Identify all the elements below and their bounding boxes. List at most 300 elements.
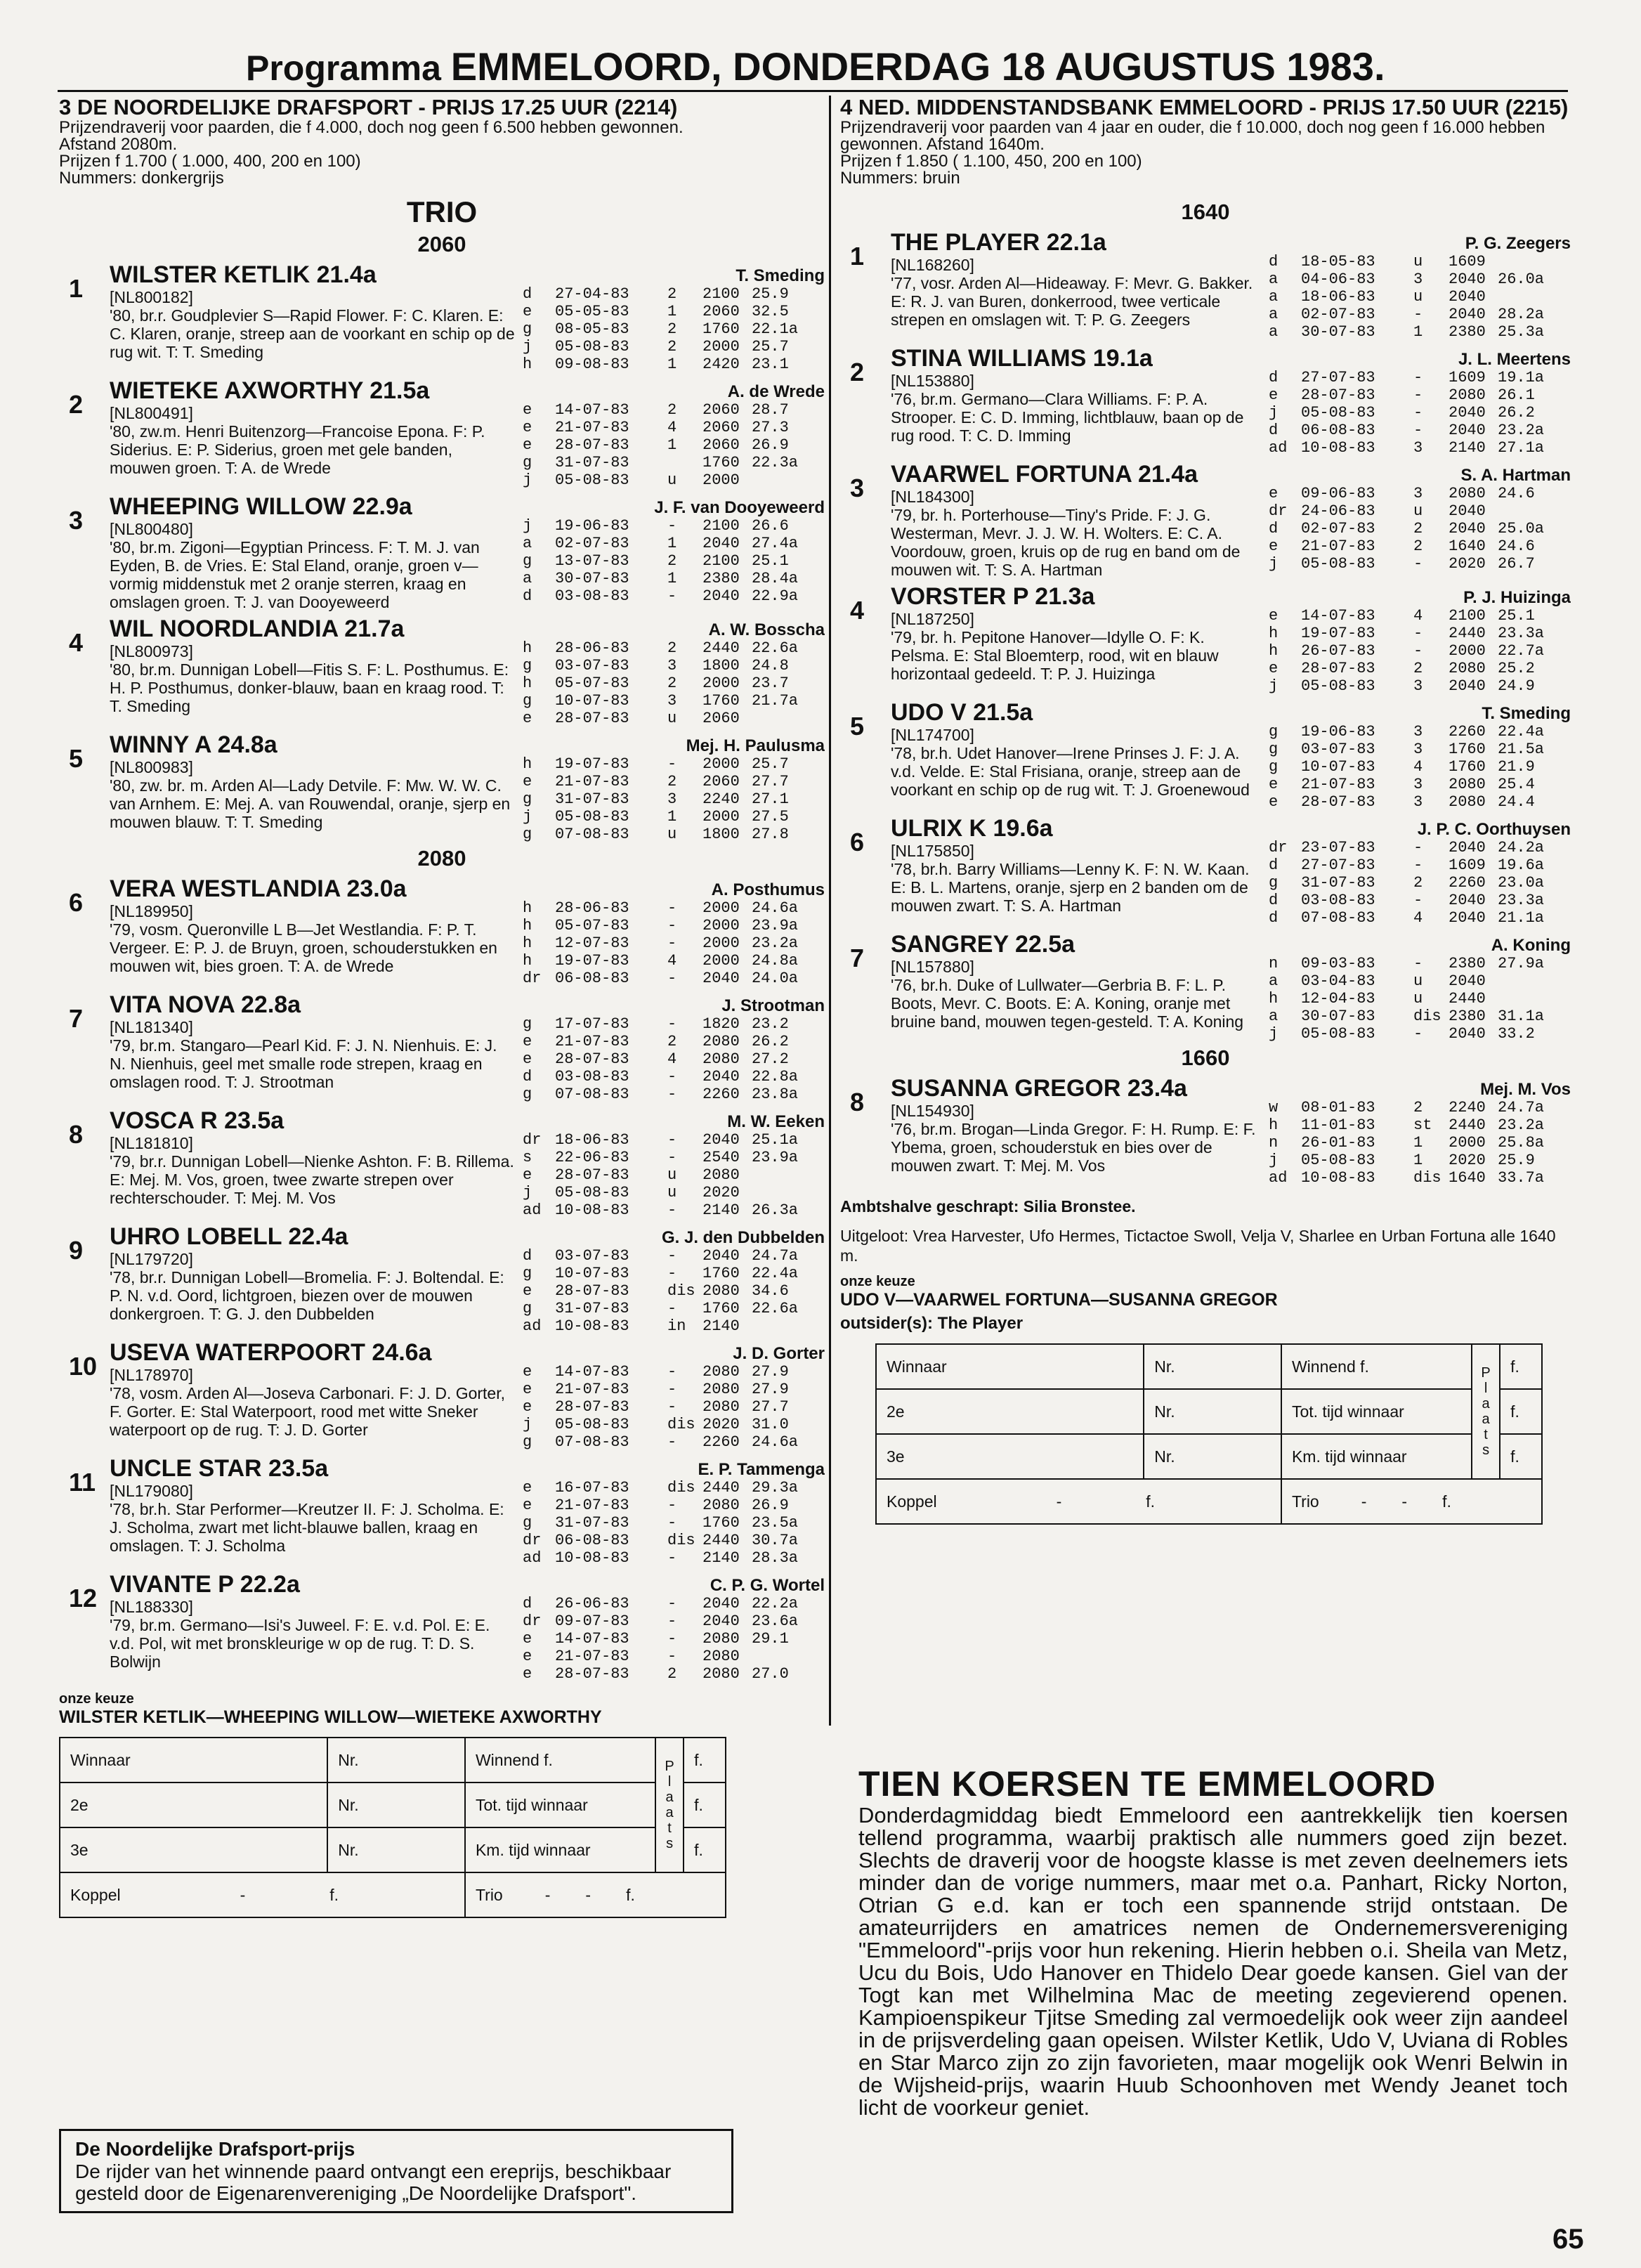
track-code: d [1269,253,1279,271]
distance: 2060 [702,773,740,790]
result-label-winnend: Winnend f. [465,1738,655,1783]
race-date: 05-08-83 [555,471,629,489]
distance: 1609 [1449,369,1486,386]
race-date: 05-08-83 [1301,555,1375,573]
distance: 2040 [1449,520,1486,537]
placing: 2 [667,285,677,303]
plaats-letter: t [667,1820,672,1836]
horse-name: STINA WILLIAMS 19.1a [891,345,1153,372]
distance: 2060 [702,303,740,320]
km-time: 26.3a [752,1201,799,1219]
km-time: 25.3a [1498,323,1545,341]
placing: u [1413,502,1423,520]
performance-row [523,1015,825,1033]
track-code: e [523,1665,532,1683]
track-code: g [523,790,532,808]
horse-name: VOSCA R 23.5a [110,1107,285,1134]
km-time: 23.2a [1498,422,1545,439]
horse-record [523,263,825,373]
track-code: d [1269,892,1279,909]
km-time: 26.9 [752,1497,789,1514]
performance-row [523,1398,825,1416]
horse-name: SANGREY 22.5a [891,931,1076,958]
distance: 2000 [702,899,740,917]
distance: 2100 [702,517,740,535]
distance: 2060 [702,419,740,436]
performance-row [523,1648,825,1665]
placing: 1 [667,303,677,320]
placing: - [1413,839,1423,856]
performance-row [523,338,825,356]
track-code: e [523,419,532,436]
box-text: De rijder van het winnende paard ontvangt een ereprijs, beschikbaar gesteld door de Eigenarenvereniging „De Noordelijke Drafsport". [75,2161,672,2204]
performance-row [1269,537,1571,555]
horse-info [891,932,1269,1043]
horse-record [523,1225,825,1335]
distance: 1760 [702,692,740,710]
placing: - [667,1398,677,1416]
result-nr: Nr. [327,1783,465,1827]
distance: 1760 [702,454,740,471]
placing: - [1413,386,1423,404]
track-code: e [523,773,532,790]
horse-description: [NL187250] '79, br. h. Pepitone Hanover—Idylle O. F: K. Pelsma. E: Stal Bloemterp, rood, wit en blauw horizontaal gedeeld. T: P. J. Huizinga [891,610,1219,683]
horse-name: VIVANTE P 22.2a [110,1571,300,1598]
track-code: h [523,917,532,934]
track-code: e [523,1363,532,1381]
result-label-tot-tijd: Tot. tijd winnaar [1281,1389,1472,1434]
race-date: 03-07-83 [555,1247,629,1265]
performance-row [523,471,825,489]
km-time: 22.6a [752,1300,799,1317]
distance: 2140 [1449,439,1486,457]
result-amount: f. [1500,1344,1542,1389]
horse-number: 9 [69,1236,84,1265]
track-code: d [523,1595,532,1612]
race-date: 19-07-83 [555,952,629,970]
title-prefix: Programma [246,48,441,88]
km-time: 23.2a [1498,1116,1545,1134]
km-time: 33.7a [1498,1169,1545,1187]
race-date: 31-07-83 [555,790,629,808]
race4-conditions [840,119,1571,187]
race-date: 21-07-83 [1301,776,1375,793]
race3-condition: Nummers: donkergrijs [59,169,224,188]
performance-row [523,1184,825,1201]
distance: 2080 [702,1166,740,1184]
track-code: e [1269,537,1279,555]
km-time: 26.9 [752,436,789,454]
horse-info [110,1109,523,1219]
placing: - [1413,306,1423,323]
track-code: a [1269,972,1279,990]
horse-entry [840,700,1571,811]
placing: - [667,1381,677,1398]
horse-trainer: M. W. Eeken [727,1112,825,1131]
race-date: 12-07-83 [555,934,629,952]
km-time: 23.7 [752,674,789,692]
horse-name: WIETEKE AXWORTHY 21.5a [110,377,430,404]
track-code: g [1269,741,1279,758]
distance: 2040 [1449,502,1486,520]
km-time: 25.1a [752,1131,799,1149]
race-date: 05-05-83 [555,303,629,320]
placing: - [667,755,677,773]
result-label-winnend: Winnend f. [1281,1344,1472,1389]
distance: 2260 [1449,874,1486,892]
km-time: 26.0a [1498,271,1545,288]
distance: 2020 [1449,555,1486,573]
horse-number: 10 [69,1352,98,1381]
horse-info [110,993,523,1103]
race4-uitgeloot: Uitgeloot: Vrea Harvester, Ufo Hermes, Tictactoe Swoll, Velja V, Sharlee en Urban Fortuna alle 1640 m. [840,1227,1556,1265]
placing: u [667,471,677,489]
track-code: e [1269,776,1279,793]
performance-row [523,826,825,843]
race-date: 10-08-83 [1301,439,1375,457]
race-date: 10-07-83 [1301,758,1375,776]
plaats-letter: s [666,1836,674,1851]
koppel-cell [876,1479,1281,1524]
distance: 2040 [702,1068,740,1086]
distance: 2060 [702,710,740,727]
performance-row [523,401,825,419]
performance-row [523,1265,825,1282]
track-code: e [523,1497,532,1514]
placing: dis [1413,1008,1441,1025]
horse-description: [NL181340] '79, br.m. Stangaro—Pearl Kid. F: J. N. Nienhuis. E: J. N. Nienhuis, geel met smalle rode strepen, kraag en omslagen rood. T: J. Strootman [110,1018,497,1091]
race3-trio-heading: TRIO [406,195,478,228]
km-time: 25.1 [752,552,789,570]
horse-number: 11 [69,1468,96,1497]
performance-row [523,517,825,535]
performance-row [1269,839,1571,856]
horse-trainer: A. Koning [1491,936,1571,955]
track-code: d [1269,369,1279,386]
placing: 2 [1413,660,1423,677]
placing: 1 [667,356,677,373]
performance-row [523,657,825,674]
distance: 2000 [1449,642,1486,660]
race-date: 21-07-83 [555,1381,629,1398]
km-time: 23.6a [752,1612,799,1630]
km-time: 29.3a [752,1479,799,1497]
horse-number: 3 [850,474,865,502]
placing: dis [667,1416,695,1433]
km-time [752,710,825,727]
distance: 2040 [1449,271,1486,288]
distance: 2440 [1449,990,1486,1008]
track-code: h [523,639,532,657]
distance: 2380 [1449,1008,1486,1025]
race-date: 28-07-83 [1301,660,1375,677]
horse-trainer: A. de Wrede [727,382,825,401]
horse-info [891,816,1269,927]
km-time: 27.9a [1498,955,1545,972]
race-date: 28-07-83 [555,1050,629,1068]
performance-row [1269,439,1571,457]
race4-keuze: UDO V—VAARWEL FORTUNA—SUSANNA GREGOR [840,1290,1278,1310]
race-date: 10-08-83 [1301,1169,1375,1187]
horse-info [891,700,1269,811]
horse-entry [59,877,825,987]
race-date: 27-04-83 [555,285,629,303]
track-code: e [1269,793,1279,811]
horse-entry [59,617,825,727]
placing: - [1413,1025,1423,1043]
horse-record [1269,346,1571,457]
km-time: 27.7 [752,1398,789,1416]
track-code: ad [1269,439,1288,457]
horse-info [891,585,1269,695]
race-date: 06-08-83 [555,970,629,987]
result-label-winnaar: Winnaar [876,1344,1144,1389]
km-time: 22.4a [1498,723,1545,741]
distance: 2060 [702,401,740,419]
performance-row [1269,660,1571,677]
performance-row [523,356,825,373]
performance-row [523,1532,825,1549]
track-code: a [523,535,532,552]
placing: - [667,970,677,987]
distance: 2040 [702,970,740,987]
placing: 1 [667,808,677,826]
performance-row [523,1595,825,1612]
race-date: 03-07-83 [555,657,629,674]
horse-record [523,733,825,843]
horse-trainer: T. Smeding [735,266,825,285]
track-code: a [1269,1008,1279,1025]
km-time: 23.8a [752,1086,799,1103]
horse-trainer: S. A. Hartman [1460,466,1571,485]
race3-title: 3 DE NOORDELIJKE DRAFSPORT - PRIJS 17.25 UUR (2214) [59,96,678,119]
plaats-letter: P [1481,1365,1491,1381]
track-code: j [1269,1152,1279,1169]
placing: 2 [667,773,677,790]
performance-row [1269,741,1571,758]
track-code: ad [523,1317,542,1335]
race-date: 18-06-83 [555,1131,629,1149]
horse-name: VORSTER P 21.3a [891,583,1095,610]
placing: dis [667,1282,695,1300]
horse-number: 2 [69,390,84,419]
placing: u [667,826,677,843]
horse-entry [59,993,825,1103]
placing: dis [667,1532,695,1549]
km-time: 24.4 [1498,793,1535,811]
km-time: 22.6a [752,639,799,657]
track-code: e [1269,386,1279,404]
km-time [1498,253,1571,271]
result-label-km-tijd: Km. tijd winnaar [1281,1434,1472,1479]
title-rule [58,90,1568,92]
performance-row [523,320,825,338]
km-time: 23.9a [752,1149,799,1166]
placing: dis [667,1479,695,1497]
placing: 4 [667,952,677,970]
track-code: d [523,1247,532,1265]
track-code: e [523,1648,532,1665]
km-time [1498,502,1571,520]
track-code: n [1269,1134,1279,1152]
race-date: 11-01-83 [1301,1116,1375,1134]
performance-row [1269,1152,1571,1169]
race-date: 22-06-83 [555,1149,629,1166]
race-date: 09-08-83 [555,356,629,373]
horse-trainer: J. Strootman [721,996,825,1015]
race-date: 14-07-83 [555,401,629,419]
horse-description: [NL181810] '79, br.r. Dunnigan Lobell—Nienke Ashton. F: B. Rillema. E: Mej. M. Vos, groen, twee zwarte strepen over rechterschouder. T: Mej. M. Vos [110,1134,514,1207]
horse-description: [NL179080] '78, br.h. Star Performer—Kreutzer II. F: J. Scholma. E: J. Scholma, zwart met licht-blauwe ballen, kraag en omslagen. T: J. Scholma [110,1482,504,1555]
track-code: d [1269,856,1279,874]
performance-row [523,1068,825,1086]
performance-row [1269,253,1571,271]
performance-row [1269,972,1571,990]
performance-row [1269,793,1571,811]
km-time: 27.7 [752,773,789,790]
track-code: h [523,755,532,773]
horse-info [110,877,523,987]
race4-horses-1640 [840,230,1571,1043]
placing: in [667,1317,686,1335]
race-date: 21-07-83 [555,1497,629,1514]
horse-record [523,1109,825,1219]
performance-row [523,552,825,570]
race4-condition: Prijzendraverij voor paarden van 4 jaar en ouder, die f 10.000, doch nog geen f 16.000 hebben gewonnen. Afstand 1640m. [840,118,1545,154]
distance: 1800 [702,826,740,843]
horse-record [523,993,825,1103]
horse-trainer: J. D. Gorter [733,1344,825,1363]
race-date: 21-07-83 [555,1648,629,1665]
trio-dash: - [1401,1492,1408,1511]
placing: 2 [1413,874,1423,892]
race-date: 03-08-83 [555,587,629,605]
race4-outsider: outsider(s): The Player [840,1314,1024,1333]
race-date: 03-08-83 [1301,892,1375,909]
track-code: g [523,552,532,570]
track-code: a [1269,288,1279,306]
placing: 1 [1413,1152,1423,1169]
race-date: 21-07-83 [555,419,629,436]
race3-conditions [59,119,825,187]
horse-record [1269,1076,1571,1187]
horse-entry [59,495,825,611]
horse-info [891,346,1269,457]
track-code: d [1269,520,1279,537]
km-time: 24.7a [752,1247,799,1265]
distance: 2420 [702,356,740,373]
article-title: TIEN KOERSEN TE EMMELOORD [858,1764,1437,1804]
placing: 2 [667,401,677,419]
km-time: 27.4a [752,535,799,552]
km-time: 21.5a [1498,741,1545,758]
track-code: g [523,1015,532,1033]
distance: 2440 [702,639,740,657]
performance-row [523,808,825,826]
distance: 2380 [1449,323,1486,341]
distance: 2140 [702,1317,740,1335]
track-code: e [523,1479,532,1497]
distance: 2040 [1449,422,1486,439]
article-text: Donderdagmiddag biedt Emmeloord een aantrekkelijk tien koersen tellend programma, waarbij praktisch alle nummers goed zijn bezet. Slechts de draverij voor de hoogste klasse is met zeven deelnemers iets minder dan de vorige nummers, maar met o.a. Panhart, Ricky Norton, Otrian G e.d. kan er toch een spannende strijd ontstaan. De amateurrijders en amatrices nemen de Ondernemersvereniging "Emmeloord"-prijs voor hun rekening. Hierin hebben o.i. Sheila van Metz, Ucu du Bois, Udo Hanover en Thidelo Dear goede kansen. Giel van der Togt kan met Wilhelmina Mac de meeting zegevierend openen. Kampioenspikeur Tjitse Smeding zal vermoedelijk ook weer zijn aandeel in de prijsverdeling gaan opeisen. Wilster Ketlik, Udo V, Uviana di Robles en Star Marco zijn zo zijn favorieten, maar mogelijk ook Wenri Belwin in de Wijsheid-prijs, waarin Huub Schoonhoven met Wendy Jeanet toch licht de voorkeur geniet. [858,1803,1568,2120]
km-time: 23.2 [752,1015,789,1033]
race-date: 28-07-83 [555,710,629,727]
horse-description: [NL179720] '78, br.r. Dunnigan Lobell—Bromelia. F: J. Boltendal. E: P. N. v.d. Oord, lichtgroen, biezen over de mouwen donkergroen. T: G. J. den Dubbelden [110,1250,504,1323]
race3-column [59,96,825,2217]
placing: - [1413,955,1423,972]
race-date: 30-07-83 [555,570,629,587]
placing: - [667,1086,677,1103]
km-time: 34.6 [752,1282,789,1300]
km-time [752,471,825,489]
performance-row [523,419,825,436]
performance-row [1269,607,1571,625]
placing: u [1413,253,1423,271]
track-code: j [523,808,532,826]
horse-trainer: C. P. G. Wortel [710,1576,825,1595]
performance-row [523,1416,825,1433]
track-code: e [523,303,532,320]
performance-row [523,1033,825,1050]
race4-title: 4 NED. MIDDENSTANDSBANK EMMELOORD - PRIJS 17.50 UUR (2215) [840,96,1569,119]
horse-description: [NL175850] '78, br.h. Barry Williams—Lenny K. F: N. W. Kaan. E: B. L. Martens, oranje, sjerp en 2 banden om de mouwen zwart. T: S. A. Hartman [891,842,1250,915]
distance: 2440 [1449,625,1486,642]
distance: 2380 [1449,955,1486,972]
performance-row [1269,369,1571,386]
placing: - [667,1595,677,1612]
race-date: 21-07-83 [555,773,629,790]
km-time: 24.7a [1498,1099,1545,1116]
race-date: 28-06-83 [555,639,629,657]
placing: - [667,1265,677,1282]
km-time: 25.9 [1498,1152,1535,1169]
performance-row [523,1630,825,1648]
track-code: g [523,454,532,471]
koppel-label: Koppel [70,1885,121,1904]
page-title [246,44,1385,89]
trio-amount: f. [626,1885,635,1904]
trio-label: Trio [1291,1492,1319,1511]
distance: 2000 [1449,1134,1486,1152]
km-time: 26.2 [1498,404,1535,422]
horse-record [1269,585,1571,695]
horse-entry [840,585,1571,695]
performance-row [523,1149,825,1166]
race-date: 09-07-83 [555,1612,629,1630]
placing: u [667,1184,677,1201]
placing [667,454,702,471]
performance-row [523,1514,825,1532]
placing: 3 [1413,271,1423,288]
horse-trainer: J. F. van Dooyeweerd [654,498,825,517]
performance-row [1269,404,1571,422]
performance-row [523,1300,825,1317]
horse-name: UHRO LOBELL 22.4a [110,1223,348,1250]
race-date: 03-08-83 [555,1068,629,1086]
race-date: 28-06-83 [555,899,629,917]
horse-record [523,877,825,987]
km-time: 23.0a [1498,874,1545,892]
result-amount: f. [1500,1389,1542,1434]
km-time [752,1184,825,1201]
distance: 2060 [702,436,740,454]
performance-row [523,1479,825,1497]
km-time: 28.7 [752,401,789,419]
horse-record [523,379,825,489]
placing: - [1413,892,1423,909]
km-time: 19.1a [1498,369,1545,386]
horse-number: 2 [850,358,865,386]
